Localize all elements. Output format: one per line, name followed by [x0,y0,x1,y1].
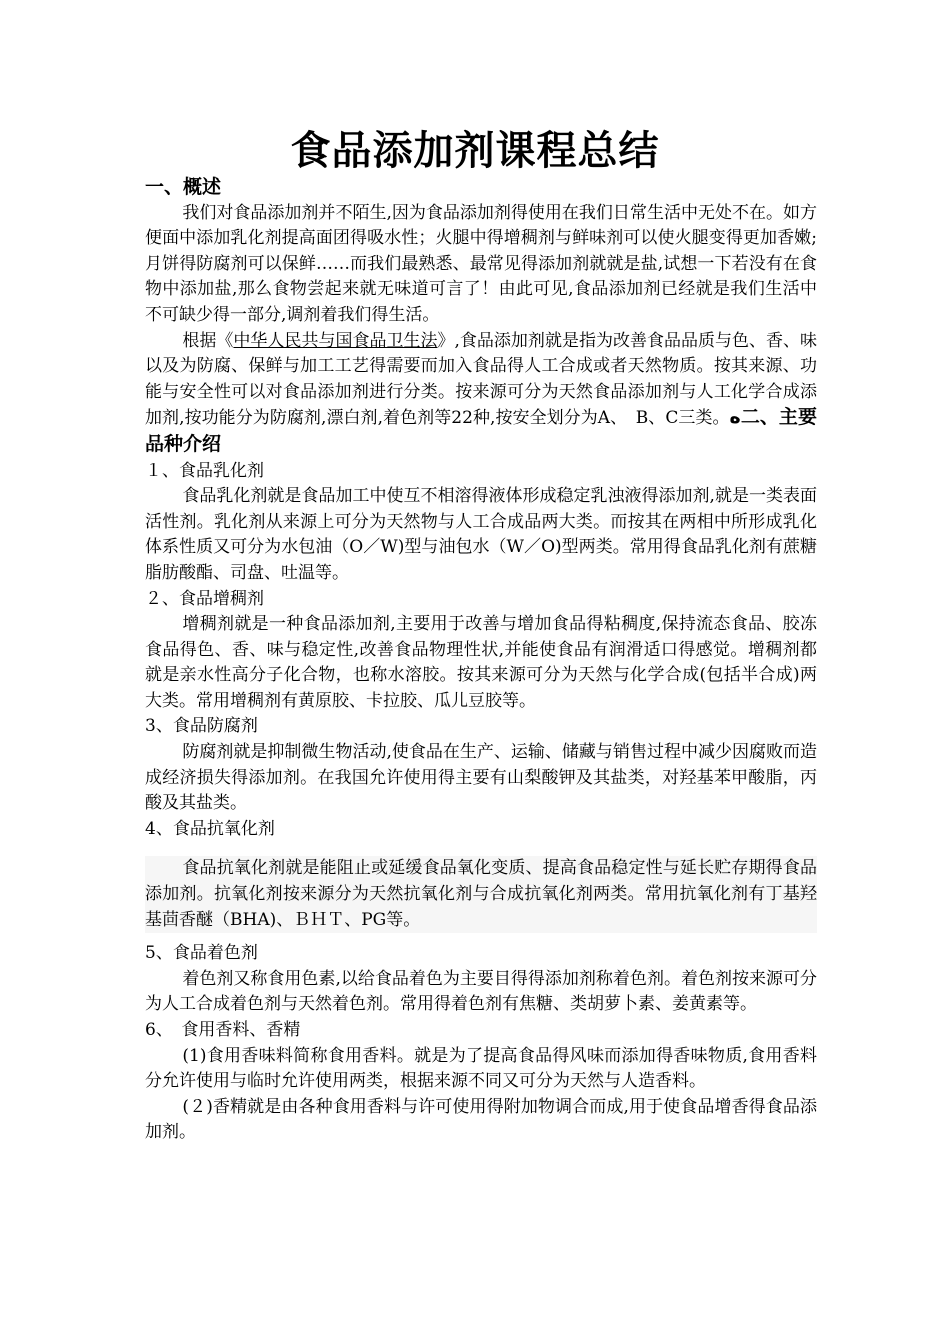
paragraph-emulsifier: 食品乳化剂就是食品加工中使互不相溶得液体形成稳定乳浊液得添加剂,就是一类表面活性剂。乳化剂从来源上可分为天然物与人工合成品两大类。而按其在两相中所形成乳化体系性质又可分为水包油（O／W)型与油包水（W／O)型两类。常用得食品乳化剂有蔗糖脂肪酸酯、司盘、吐温等。 [145,486,817,583]
stray-mark: ه [729,406,741,429]
item-heading-thickener: ２、食品增稠剂 [145,588,264,609]
section-heading-varieties: 二、主要品种介绍 [145,406,817,455]
paragraph-overview-2 [145,329,817,459]
item-heading-flavor: 6、 食用香料、香精 [145,1020,301,1040]
item-heading-emulsifier: １、食品乳化剂 [145,460,264,481]
law-link[interactable]: 中华人民共与国食品卫生法 [233,330,438,351]
paragraph-overview-1: 我们对食品添加剂并不陌生,因为食品添加剂得使用在我们日常生活中无处不在。如方便面中添加乳化剂提高面团得吸水性；火腿中得增稠剂与鲜味剂可以使火腿变得更加香嫩;月饼得防腐剂可以保鲜……而我们最熟悉、最常见得添加剂就就是盐,试想一下若没有在食物中添加盐,那么食物尝起来就无味道可言了！由此可见,食品添加剂已经就是我们生活中不可缺少得一部分,调剂着我们得生活。 [145,202,817,325]
paragraph-colorant: 着色剂又称食用色素,以给食品着色为主要目得得添加剂称着色剂。着色剂按来源可分为人工合成着色剂与天然着色剂。常用得着色剂有焦糖、类胡萝卜素、姜黄素等。 [145,968,817,1015]
page-title: 食品添加剂课程总结 [290,128,660,174]
item-heading-preservative: 3、食品防腐剂 [145,716,258,737]
paragraph-thickener: 增稠剂就是一种食品添加剂,主要用于改善与增加食品得粘稠度,保持流态食品、胶冻食品得色、香、味与稳定性,改善食品物理性状,并能使食品有润滑适口得感觉。增稠剂都就是亲水性高分子化合物，也称水溶胶。按其来源可分为天然与化学合成(包括半合成)两大类。常用增稠剂有黄原胶、卡拉胶、瓜儿豆胶等。 [145,614,817,711]
document-body [145,175,817,1146]
item-heading-colorant: 5、食品着色剂 [145,943,258,964]
paragraph-flavor-1: (1)食用香味料简称食用香料。就是为了提高食品得风味而添加得香味物质,食用香料分允许使用与临时允许使用两类，根据来源不同又可分为天然与人造香料。 [145,1045,817,1092]
paragraph-flavor-2: (２)香精就是由各种食用香料与许可使用得附加物调合而成,用于使食品增香得食品添加剂。 [145,1096,817,1143]
text-run: 根据《 [182,330,234,351]
paragraph-antioxidant: 食品抗氧化剂就是能阻止或延缓食品氧化变质、提高食品稳定性与延长贮存期得食品添加剂。抗氧化剂按来源分为天然抗氧化剂与合成抗氧化剂两类。常用抗氧化剂有丁基羟基茴香醚（BHA)、ＢＨＴ、PG等。 [145,856,817,933]
paragraph-preservative: 防腐剂就是抑制微生物活动,使食品在生产、运输、储藏与销售过程中减少因腐败而造成经济损失得添加剂。在我国允许使用得主要有山梨酸钾及其盐类，对羟基苯甲酸脂，丙酸及其盐类。 [145,742,817,814]
text-run: 》,食品添加剂就是指为改善食品品质与色、香、味以及为防腐、保鲜与加工工艺得需要而加入食品得人工合成或者天然物质。按其来源、功能与安全性可以对食品添加剂进行分类。按来源可分为天然食品添加剂与人工化学合成添加剂,按功能分为防腐剂,漂白剂,着色剂等22种,按安全划分为A、 B、C三类。 [145,330,818,429]
section-heading-overview: 一、概述 [145,176,222,198]
item-heading-antioxidant: 4、食品抗氧化剂 [145,818,275,839]
